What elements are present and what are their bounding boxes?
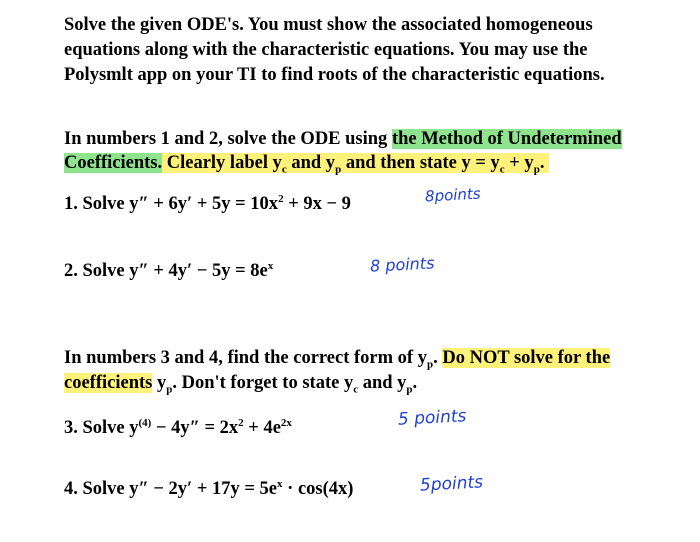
section2-text-plain: In numbers 3 and 4, find the correct form of y — [64, 348, 427, 368]
problem-3-exponent-2x: 2x — [280, 416, 292, 429]
problem-2-exponent: x — [267, 259, 274, 272]
problem-4-equation-rest: · cos(4x) — [282, 479, 354, 499]
problem-1-equation: 1. Solve y″ + 6y′ + 5y = 10x — [64, 194, 279, 214]
section1-period: . — [539, 153, 545, 173]
problem-4-exponent: x — [277, 477, 283, 490]
problem-2-equation: 2. Solve y″ + 4y′ − 5y = 8e — [64, 261, 268, 281]
problem-1 — [64, 193, 351, 215]
sub-p-2: p — [533, 163, 540, 176]
section1-label-text: Clearly label y — [162, 153, 282, 173]
problem-1-points-handwritten: 8points — [424, 184, 482, 206]
problem-4-points-handwritten: 5points — [419, 472, 484, 496]
problem-2 — [64, 260, 273, 282]
problem-3-points-handwritten: 5 points — [397, 406, 467, 430]
intro-text-3: Polysmlt app on your TI to find roots of the characteristic equations. — [64, 65, 605, 85]
section2-line-1 — [64, 347, 610, 369]
section1-state-text: and then state y = y — [341, 153, 500, 173]
section1-plus-text: + y — [504, 153, 534, 173]
intro-line-3 — [64, 64, 605, 86]
problem-3-order: (4) — [138, 416, 152, 429]
section2-sub-p-3: p — [406, 383, 413, 396]
section2-dot: . — [433, 348, 443, 368]
section2-line-2 — [64, 372, 417, 394]
section2-sub-c: c — [353, 383, 359, 396]
section2-highlight-yellow-2: coefficients — [64, 373, 153, 393]
intro-text-2: equations along with the characteristic equations. You may use the — [64, 40, 588, 60]
problem-2-points-handwritten: 8 points — [369, 253, 435, 276]
problem-3 — [64, 417, 292, 439]
problem-3-exponent-2: 2 — [238, 416, 244, 429]
section2-and-text: and y — [358, 373, 407, 393]
section2-highlight-yellow-1: Do NOT solve for the — [442, 348, 611, 368]
problem-4 — [64, 478, 353, 500]
intro-line-1 — [64, 14, 593, 36]
section1-highlight-green-2: Coefficients. — [64, 153, 163, 173]
section2-period: . — [412, 373, 418, 393]
section1-text-plain: In numbers 1 and 2, solve the ODE using — [64, 129, 392, 149]
problem-3-equation-mid: − 4y″ = 2x — [151, 418, 239, 438]
section1-highlight-green-1: the Method of Undetermined — [391, 129, 622, 149]
section2-sub-p: p — [426, 358, 434, 371]
section1-line-2 — [64, 152, 549, 174]
section2-yp-text: y — [152, 373, 167, 393]
section1-and-text: and y — [286, 153, 336, 173]
intro-text-1: Solve the given ODE's. You must show the associated homogeneous — [64, 15, 593, 35]
problem-3-equation-mid2: + 4e — [243, 418, 281, 438]
problem-3-equation: 3. Solve y — [64, 418, 139, 438]
problem-1-exponent: 2 — [278, 192, 284, 205]
sub-p: p — [335, 163, 342, 176]
intro-line-2 — [64, 39, 587, 61]
section2-state-text: . Don't forget to state y — [172, 373, 354, 393]
section1-line-1 — [64, 128, 622, 150]
sub-c-2: c — [499, 163, 505, 176]
section2-sub-p-2: p — [166, 383, 173, 396]
sub-c: c — [281, 163, 287, 176]
problem-1-equation-rest: + 9x − 9 — [283, 194, 351, 214]
section1-highlight-yellow — [162, 153, 549, 176]
problem-4-equation: 4. Solve y″ − 2y′ + 17y = 5e — [64, 479, 278, 499]
